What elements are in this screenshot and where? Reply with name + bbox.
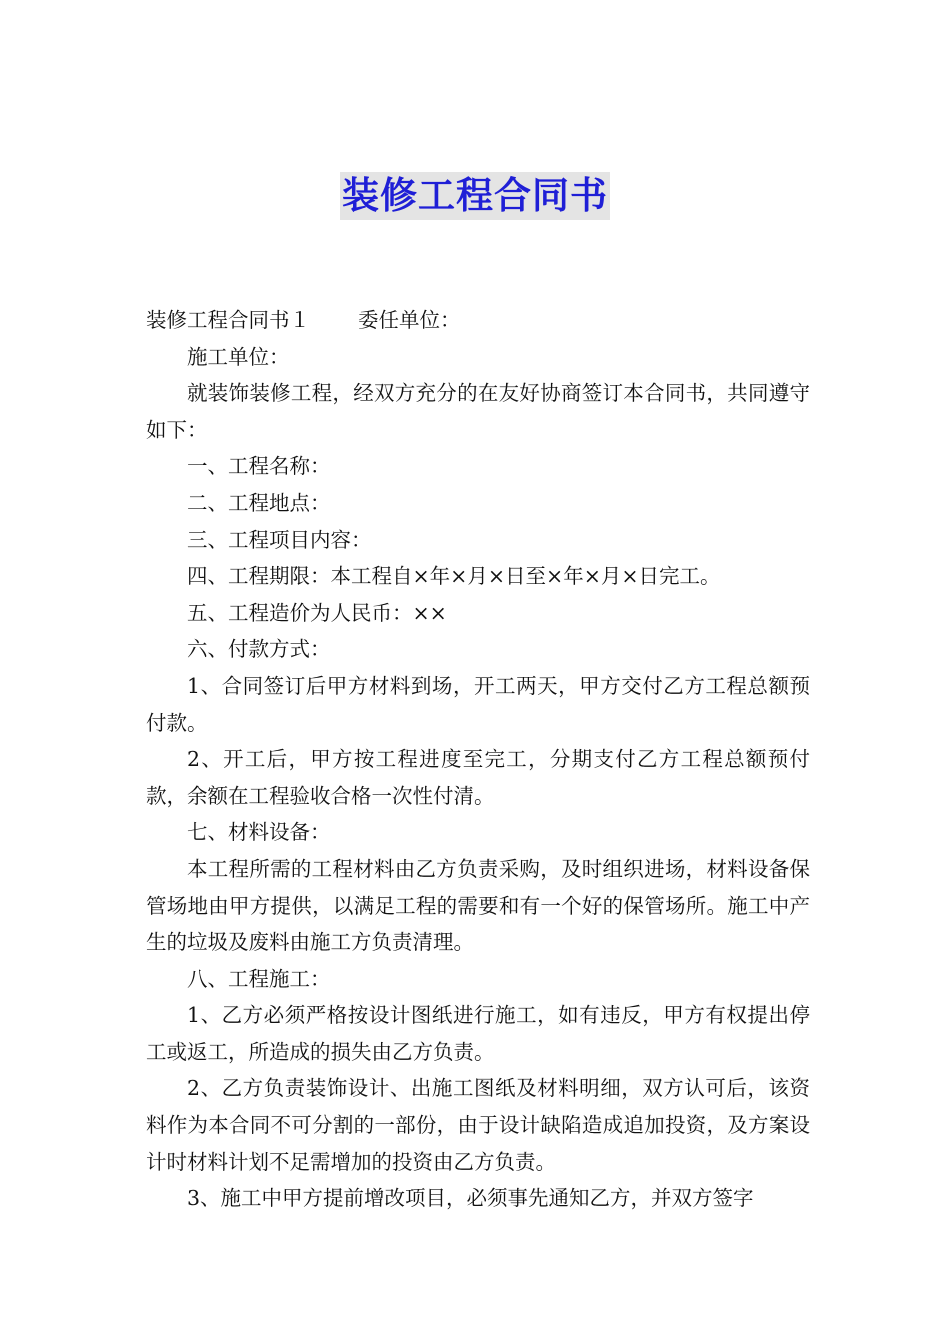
paragraph: 3、施工中甲方提前增改项目，必须事先通知乙方，并双方签字	[187, 1186, 754, 1211]
paragraph: 八、工程施工：	[187, 966, 331, 991]
paragraph: 四、工程期限：本工程自×年×月×日至×年×月×日完工。	[187, 564, 721, 589]
document-title: 装修工程合同书	[340, 172, 610, 220]
paragraph: 一、工程名称：	[187, 454, 331, 479]
heading-contract-number: 装修工程合同书１	[146, 308, 310, 332]
paragraph: 本工程所需的工程材料由乙方负责采购，及时组织进场，材料设备保管场地由甲方提供，以满足工程的需要和有一个好的保管场所。施工中产生的垃圾及废料由施工方负责清理。	[146, 856, 810, 955]
paragraph: 2、乙方负责装饰设计、出施工图纸及材料明细，双方认可后，该资料作为本合同不可分割的一部份，由于设计缺陷造成追加投资，及方案设计时材料计划不足需增加的投资由乙方负责。	[146, 1076, 810, 1174]
document-body	[146, 302, 810, 1217]
paragraph: 六、付款方式：	[187, 637, 331, 662]
paragraph: 施工单位：	[187, 344, 290, 369]
paragraph: 2、开工后，甲方按工程进度至完工，分期支付乙方工程总额预付款，余额在工程验收合格一次性付清。	[146, 747, 810, 808]
heading-entrusting-unit: 委任单位：	[358, 308, 461, 332]
paragraph: 七、材料设备：	[187, 820, 331, 845]
paragraph: 就装饰装修工程，经双方充分的在友好协商签订本合同书，共同遵守如下：	[146, 381, 810, 442]
heading-line	[146, 302, 810, 339]
paragraph: 1、乙方必须严格按设计图纸进行施工，如有违反，甲方有权提出停工或返工，所造成的损失由乙方负责。	[146, 1003, 810, 1064]
paragraph: 二、工程地点：	[187, 490, 331, 515]
title-container	[0, 172, 950, 220]
paragraph: 五、工程造价为人民币：××	[187, 600, 447, 625]
paragraph: 1、合同签订后甲方材料到场，开工两天，甲方交付乙方工程总额预付款。	[146, 673, 810, 735]
paragraph: 三、工程项目内容：	[187, 527, 372, 552]
